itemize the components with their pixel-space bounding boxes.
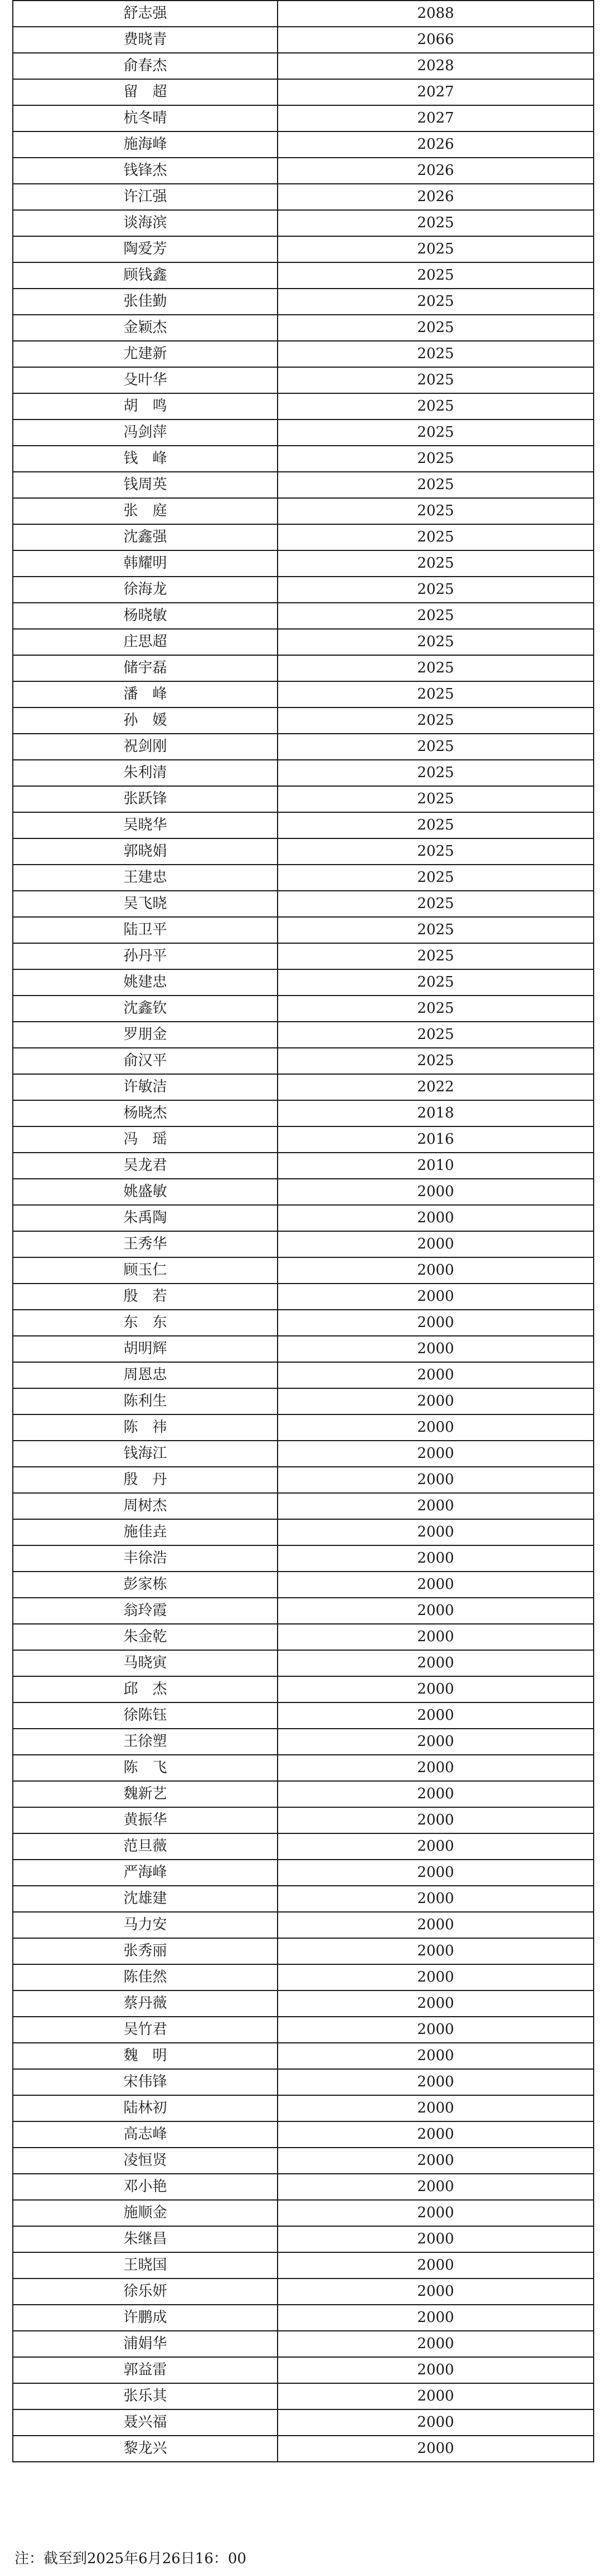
value-cell: 2025 [278, 367, 594, 393]
table-row [13, 158, 594, 184]
value-cell: 2000 [278, 1493, 594, 1519]
name-cell: 姚盛敏 [13, 1179, 278, 1205]
name-cell: 吴晓华 [13, 812, 278, 838]
name-cell: 罗朋金 [13, 1022, 278, 1048]
table-row [13, 1022, 594, 1048]
name-cell: 俞汉平 [13, 1048, 278, 1074]
name-cell: 陈佳然 [13, 1964, 278, 1990]
value-cell: 2000 [278, 1676, 594, 1702]
name-cell: 聂兴福 [13, 2409, 278, 2436]
table-row [13, 786, 594, 812]
name-cell: 胡 鸣 [13, 393, 278, 419]
value-cell: 2000 [278, 2200, 594, 2226]
name-cell: 翁玲霞 [13, 1598, 278, 1624]
value-cell: 2000 [278, 1284, 594, 1310]
donation-table-container [12, 0, 593, 2462]
name-cell: 黎龙兴 [13, 2436, 278, 2462]
table-row [13, 2383, 594, 2409]
value-cell: 2000 [278, 1179, 594, 1205]
name-cell: 胡明辉 [13, 1336, 278, 1362]
table-row [13, 79, 594, 105]
value-cell: 2000 [278, 1938, 594, 1964]
value-cell: 2025 [278, 289, 594, 315]
value-cell: 2025 [278, 341, 594, 367]
table-row [13, 969, 594, 996]
value-cell: 2000 [278, 1964, 594, 1990]
value-cell: 2000 [278, 2279, 594, 2305]
table-row [13, 1205, 594, 1231]
name-cell: 沈鑫钦 [13, 996, 278, 1022]
name-cell: 杭冬晴 [13, 105, 278, 131]
name-cell: 徐乐妍 [13, 2279, 278, 2305]
value-cell: 2000 [278, 1441, 594, 1467]
value-cell: 2000 [278, 1467, 594, 1493]
table-row [13, 1231, 594, 1257]
table-row [13, 2174, 594, 2200]
name-cell: 郭益雷 [13, 2357, 278, 2383]
name-cell: 钱 峰 [13, 446, 278, 472]
name-cell: 凌恒贤 [13, 2148, 278, 2174]
value-cell: 2028 [278, 53, 594, 79]
value-cell: 2025 [278, 550, 594, 577]
value-cell: 2000 [278, 1362, 594, 1388]
table-row [13, 2069, 594, 2095]
value-cell: 2025 [278, 917, 594, 943]
name-cell: 孙 媛 [13, 708, 278, 734]
name-cell: 周恩忠 [13, 1362, 278, 1388]
value-cell: 2000 [278, 1886, 594, 1912]
value-cell: 2025 [278, 786, 594, 812]
value-cell: 2000 [278, 1729, 594, 1755]
table-row [13, 2436, 594, 2462]
name-cell: 陶爱芳 [13, 236, 278, 262]
table-row [13, 315, 594, 341]
name-cell: 朱利清 [13, 760, 278, 786]
name-cell: 朱禹陶 [13, 1205, 278, 1231]
table-row [13, 1074, 594, 1100]
name-cell: 顾玉仁 [13, 1257, 278, 1284]
name-cell: 沈鑫强 [13, 524, 278, 550]
name-cell: 殷 若 [13, 1284, 278, 1310]
name-cell: 徐陈钰 [13, 1702, 278, 1729]
name-cell: 陆林初 [13, 2095, 278, 2121]
table-row [13, 236, 594, 262]
value-cell: 2000 [278, 2383, 594, 2409]
name-cell: 王徐塑 [13, 1729, 278, 1755]
table-row [13, 1362, 594, 1388]
table-row [13, 917, 594, 943]
value-cell: 2018 [278, 1100, 594, 1126]
value-cell: 2000 [278, 1545, 594, 1572]
name-cell: 金颖杰 [13, 315, 278, 341]
value-cell: 2025 [278, 236, 594, 262]
table-row [13, 1153, 594, 1179]
table-row [13, 262, 594, 289]
name-cell: 范旦薇 [13, 1833, 278, 1860]
value-cell: 2025 [278, 603, 594, 629]
name-cell: 郭晓娟 [13, 838, 278, 865]
name-cell: 潘 峰 [13, 681, 278, 708]
value-cell: 2022 [278, 1074, 594, 1100]
name-cell: 陆卫平 [13, 917, 278, 943]
table-row [13, 681, 594, 708]
name-cell: 朱金乾 [13, 1624, 278, 1650]
name-cell: 费晓青 [13, 27, 278, 53]
value-cell: 2000 [278, 2121, 594, 2148]
table-row [13, 734, 594, 760]
table-row [13, 524, 594, 550]
table-row [13, 1284, 594, 1310]
name-cell: 陈 祎 [13, 1414, 278, 1441]
table-row [13, 838, 594, 865]
name-cell: 许敏洁 [13, 1074, 278, 1100]
name-cell: 施佳垚 [13, 1519, 278, 1545]
value-cell: 2000 [278, 2331, 594, 2357]
name-cell: 祝剑刚 [13, 734, 278, 760]
table-row [13, 1964, 594, 1990]
value-cell: 2000 [278, 1650, 594, 1676]
name-cell: 东 东 [13, 1310, 278, 1336]
table-row [13, 446, 594, 472]
value-cell: 2025 [278, 655, 594, 681]
value-cell: 2025 [278, 393, 594, 419]
table-row [13, 53, 594, 79]
table-row [13, 812, 594, 838]
value-cell: 2025 [278, 734, 594, 760]
table-row [13, 1598, 594, 1624]
name-cell: 殳叶华 [13, 367, 278, 393]
name-cell: 庄思超 [13, 629, 278, 655]
name-cell: 蔡丹薇 [13, 1990, 278, 2017]
name-cell: 邓小艳 [13, 2174, 278, 2200]
table-row [13, 1781, 594, 1807]
name-cell: 沈雄建 [13, 1886, 278, 1912]
value-cell: 2027 [278, 105, 594, 131]
name-cell: 冯 瑶 [13, 1126, 278, 1153]
table-row [13, 1807, 594, 1833]
table-row [13, 1467, 594, 1493]
table-row [13, 2226, 594, 2252]
table-row [13, 996, 594, 1022]
table-row [13, 1, 594, 27]
name-cell: 舒志强 [13, 1, 278, 27]
name-cell: 张 庭 [13, 498, 278, 524]
value-cell: 2000 [278, 2017, 594, 2043]
name-cell: 俞春杰 [13, 53, 278, 79]
value-cell: 2025 [278, 472, 594, 498]
name-cell: 钱周英 [13, 472, 278, 498]
table-row [13, 289, 594, 315]
value-cell: 2000 [278, 1388, 594, 1414]
name-cell: 孙丹平 [13, 943, 278, 969]
table-row [13, 1755, 594, 1781]
name-cell: 宋伟锋 [13, 2069, 278, 2095]
name-cell: 徐海龙 [13, 577, 278, 603]
value-cell: 2025 [278, 891, 594, 917]
value-cell: 2000 [278, 1310, 594, 1336]
table-row [13, 943, 594, 969]
value-cell: 2025 [278, 996, 594, 1022]
value-cell: 2000 [278, 2069, 594, 2095]
value-cell: 2026 [278, 131, 594, 158]
table-row [13, 2121, 594, 2148]
name-cell: 吴飞晓 [13, 891, 278, 917]
value-cell: 2000 [278, 2357, 594, 2383]
value-cell: 2000 [278, 1231, 594, 1257]
table-row [13, 708, 594, 734]
table-row [13, 341, 594, 367]
table-row [13, 1048, 594, 1074]
value-cell: 2010 [278, 1153, 594, 1179]
value-cell: 2025 [278, 446, 594, 472]
name-cell: 张乐其 [13, 2383, 278, 2409]
table-row [13, 2279, 594, 2305]
name-cell: 顾钱鑫 [13, 262, 278, 289]
name-cell: 储宇磊 [13, 655, 278, 681]
name-cell: 魏 明 [13, 2043, 278, 2069]
value-cell: 2025 [278, 708, 594, 734]
table-row [13, 472, 594, 498]
name-cell: 钱海江 [13, 1441, 278, 1467]
value-cell: 2025 [278, 1048, 594, 1074]
value-cell: 2016 [278, 1126, 594, 1153]
name-cell: 姚建忠 [13, 969, 278, 996]
table-row [13, 1860, 594, 1886]
table-row [13, 1545, 594, 1572]
name-cell: 朱继昌 [13, 2226, 278, 2252]
table-row [13, 2252, 594, 2279]
table-row [13, 498, 594, 524]
value-cell: 2000 [278, 1807, 594, 1833]
value-cell: 2025 [278, 681, 594, 708]
value-cell: 2000 [278, 2174, 594, 2200]
table-row [13, 1100, 594, 1126]
table-row [13, 2043, 594, 2069]
name-cell: 殷 丹 [13, 1467, 278, 1493]
name-cell: 杨晓敏 [13, 603, 278, 629]
name-cell: 彭家栋 [13, 1572, 278, 1598]
name-cell: 吴龙君 [13, 1153, 278, 1179]
table-row [13, 1336, 594, 1362]
table-row [13, 1702, 594, 1729]
value-cell: 2000 [278, 1519, 594, 1545]
value-cell: 2025 [278, 838, 594, 865]
value-cell: 2025 [278, 315, 594, 341]
name-cell: 吴竹君 [13, 2017, 278, 2043]
table-row [13, 131, 594, 158]
table-row [13, 655, 594, 681]
table-row [13, 1624, 594, 1650]
table-row [13, 550, 594, 577]
name-cell: 魏新艺 [13, 1781, 278, 1807]
name-cell: 王秀华 [13, 1231, 278, 1257]
table-row [13, 577, 594, 603]
table-row [13, 1833, 594, 1860]
table-row [13, 367, 594, 393]
value-cell: 2000 [278, 1572, 594, 1598]
value-cell: 2000 [278, 1755, 594, 1781]
table-row [13, 27, 594, 53]
value-cell: 2026 [278, 158, 594, 184]
value-cell: 2000 [278, 2252, 594, 2279]
table-row [13, 1990, 594, 2017]
name-cell: 张跃锋 [13, 786, 278, 812]
name-cell: 陈利生 [13, 1388, 278, 1414]
value-cell: 2025 [278, 210, 594, 236]
value-cell: 2088 [278, 1, 594, 27]
name-cell: 施顺金 [13, 2200, 278, 2226]
table-row [13, 2409, 594, 2436]
value-cell: 2025 [278, 865, 594, 891]
name-cell: 杨晓杰 [13, 1100, 278, 1126]
value-cell: 2025 [278, 969, 594, 996]
value-cell: 2027 [278, 79, 594, 105]
name-cell: 邱 杰 [13, 1676, 278, 1702]
name-cell: 许江强 [13, 184, 278, 210]
value-cell: 2025 [278, 629, 594, 655]
name-cell: 马力安 [13, 1912, 278, 1938]
value-cell: 2000 [278, 1702, 594, 1729]
name-cell: 施海峰 [13, 131, 278, 158]
value-cell: 2000 [278, 1257, 594, 1284]
name-cell: 尤建新 [13, 341, 278, 367]
table-row [13, 1257, 594, 1284]
value-cell: 2000 [278, 1624, 594, 1650]
value-cell: 2025 [278, 262, 594, 289]
value-cell: 2025 [278, 812, 594, 838]
footnote: 注：截至到2025年6月26日16：00 [14, 2550, 246, 2567]
value-cell: 2026 [278, 184, 594, 210]
table-row [13, 2148, 594, 2174]
value-cell: 2000 [278, 1414, 594, 1441]
table-row [13, 1650, 594, 1676]
donation-table [12, 0, 594, 2462]
table-row [13, 393, 594, 419]
value-cell: 2000 [278, 1860, 594, 1886]
name-cell: 钱锋杰 [13, 158, 278, 184]
name-cell: 高志峰 [13, 2121, 278, 2148]
table-row [13, 1912, 594, 1938]
value-cell: 2000 [278, 2409, 594, 2436]
name-cell: 陈 飞 [13, 1755, 278, 1781]
name-cell: 谈海滨 [13, 210, 278, 236]
name-cell: 严海峰 [13, 1860, 278, 1886]
value-cell: 2025 [278, 419, 594, 446]
table-row [13, 603, 594, 629]
table-row [13, 629, 594, 655]
table-row [13, 1729, 594, 1755]
name-cell: 留 超 [13, 79, 278, 105]
value-cell: 2025 [278, 577, 594, 603]
value-cell: 2025 [278, 498, 594, 524]
table-row [13, 1388, 594, 1414]
name-cell: 王建忠 [13, 865, 278, 891]
name-cell: 周树杰 [13, 1493, 278, 1519]
table-row [13, 1310, 594, 1336]
value-cell: 2000 [278, 2436, 594, 2462]
value-cell: 2000 [278, 1833, 594, 1860]
table-row [13, 1441, 594, 1467]
table-row [13, 2331, 594, 2357]
table-row [13, 760, 594, 786]
name-cell: 韩耀明 [13, 550, 278, 577]
table-row [13, 1414, 594, 1441]
table-row [13, 865, 594, 891]
value-cell: 2000 [278, 2305, 594, 2331]
table-row [13, 105, 594, 131]
name-cell: 张秀丽 [13, 1938, 278, 1964]
value-cell: 2066 [278, 27, 594, 53]
name-cell: 浦娟华 [13, 2331, 278, 2357]
table-row [13, 1676, 594, 1702]
value-cell: 2025 [278, 524, 594, 550]
value-cell: 2000 [278, 1598, 594, 1624]
table-row [13, 2357, 594, 2383]
name-cell: 丰徐浩 [13, 1545, 278, 1572]
table-body [13, 1, 594, 2462]
value-cell: 2000 [278, 2095, 594, 2121]
table-row [13, 1572, 594, 1598]
name-cell: 张佳勤 [13, 289, 278, 315]
value-cell: 2000 [278, 2043, 594, 2069]
table-row [13, 210, 594, 236]
name-cell: 马晓寅 [13, 1650, 278, 1676]
value-cell: 2000 [278, 1205, 594, 1231]
name-cell: 许鹏成 [13, 2305, 278, 2331]
value-cell: 2000 [278, 1912, 594, 1938]
table-row [13, 1886, 594, 1912]
value-cell: 2000 [278, 2226, 594, 2252]
table-row [13, 891, 594, 917]
value-cell: 2000 [278, 1336, 594, 1362]
name-cell: 黄振华 [13, 1807, 278, 1833]
table-row [13, 184, 594, 210]
value-cell: 2000 [278, 1990, 594, 2017]
table-row [13, 2200, 594, 2226]
value-cell: 2025 [278, 943, 594, 969]
name-cell: 冯剑萍 [13, 419, 278, 446]
table-row [13, 2305, 594, 2331]
table-row [13, 2095, 594, 2121]
table-row [13, 1938, 594, 1964]
table-row [13, 1519, 594, 1545]
table-row [13, 1493, 594, 1519]
value-cell: 2025 [278, 760, 594, 786]
table-row [13, 419, 594, 446]
table-row [13, 1179, 594, 1205]
value-cell: 2000 [278, 2148, 594, 2174]
table-row [13, 2017, 594, 2043]
name-cell: 王晓国 [13, 2252, 278, 2279]
table-row [13, 1126, 594, 1153]
value-cell: 2000 [278, 1781, 594, 1807]
value-cell: 2025 [278, 1022, 594, 1048]
